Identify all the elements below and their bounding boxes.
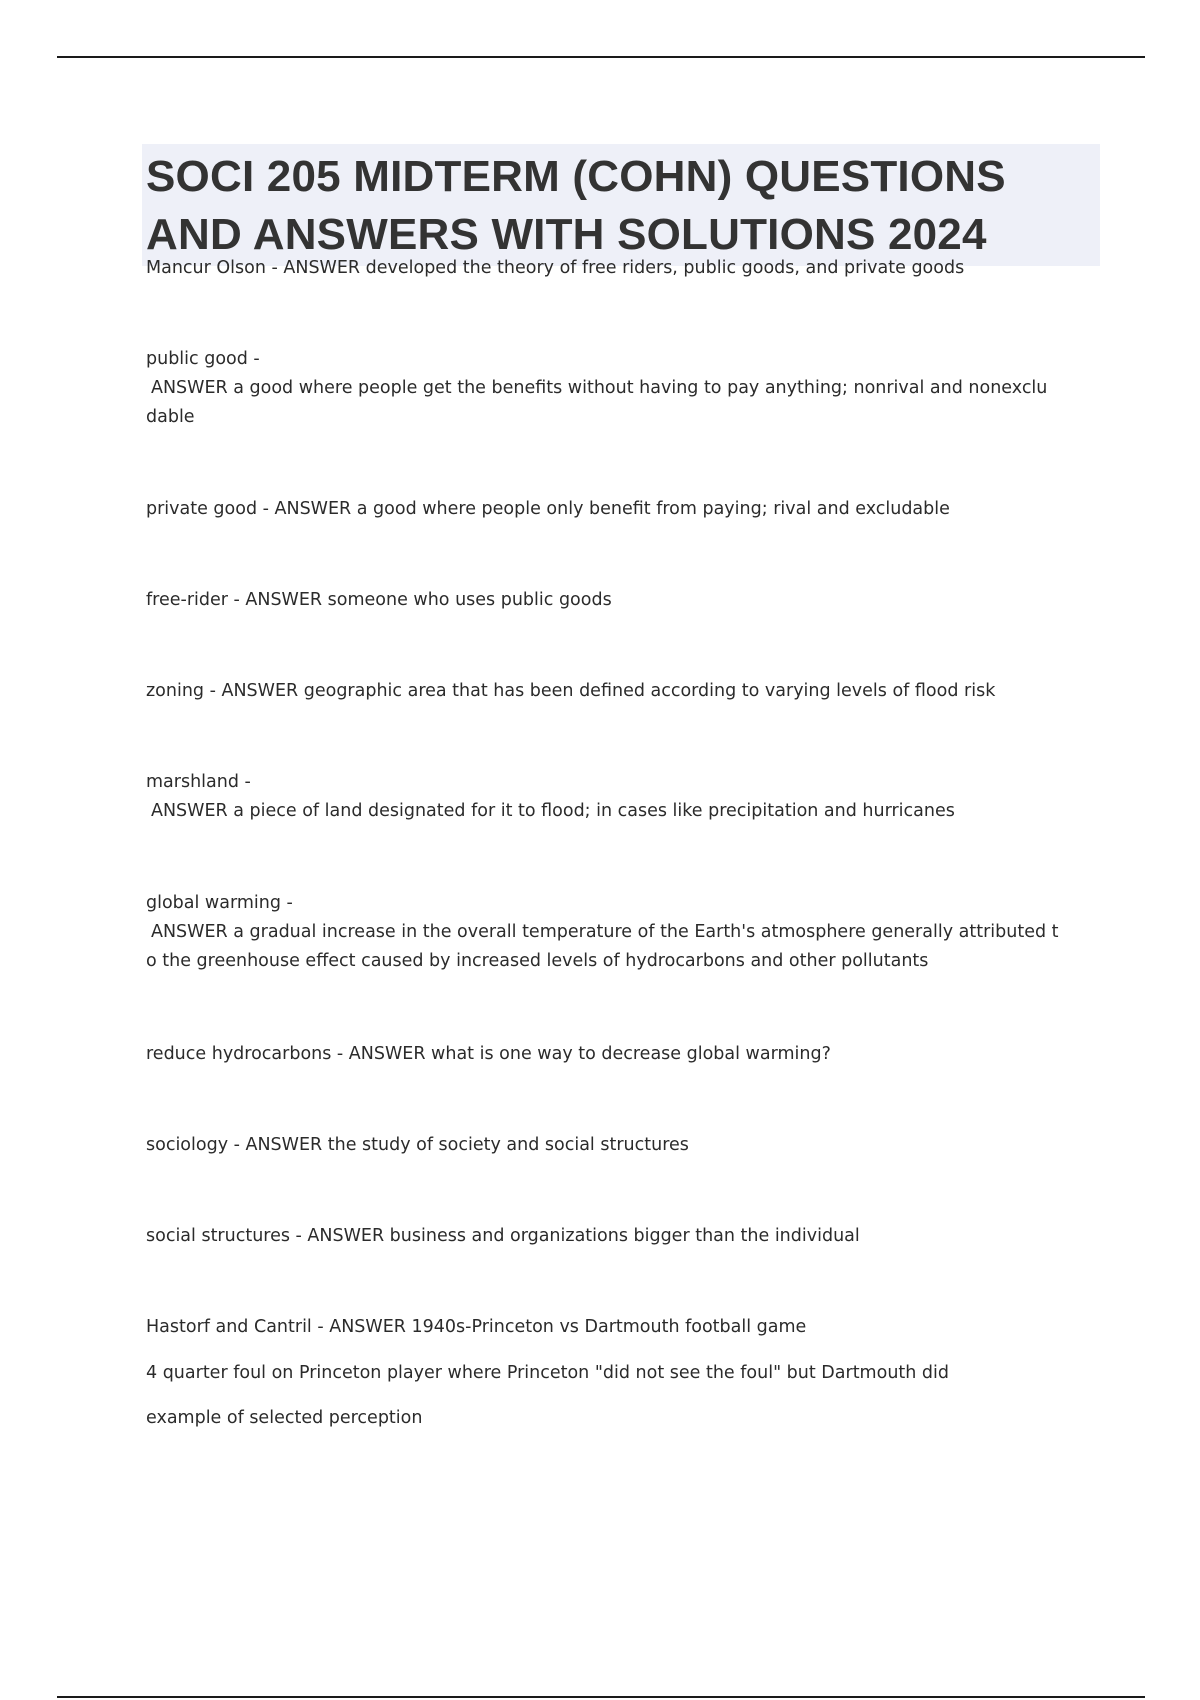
entry-line: sociology - ANSWER the study of society and social structures: [146, 1135, 689, 1155]
entry-zoning: [146, 677, 1096, 706]
bottom-rule: [57, 1696, 1145, 1698]
entry-line: dable: [146, 407, 195, 427]
entry-mancur-olson: [146, 254, 1096, 283]
entry-line: ANSWER a gradual increase in the overall temperature of the Earth's atmosphere generally attributed t: [151, 922, 1059, 942]
entry-free-rider: [146, 586, 1096, 615]
entry-marshland: [146, 768, 1096, 826]
entry-line: reduce hydrocarbons - ANSWER what is one way to decrease global warming?: [146, 1044, 831, 1064]
entry-line: Mancur Olson - ANSWER developed the theory of free riders, public goods, and private goods: [146, 258, 965, 278]
entry-global-warming: [146, 889, 1096, 976]
title-line-2: AND ANSWERS WITH SOLUTIONS 2024: [146, 210, 987, 259]
title-line-1: SOCI 205 MIDTERM (COHN) QUESTIONS: [146, 152, 1006, 201]
entry-line: Hastorf and Cantril - ANSWER 1940s-Princeton vs Dartmouth football game: [146, 1317, 807, 1337]
entry-line: free-rider - ANSWER someone who uses public goods: [146, 590, 612, 610]
entry-line: zoning - ANSWER geographic area that has been defined according to varying levels of flood risk: [146, 681, 996, 701]
entry-line: example of selected perception: [146, 1408, 423, 1428]
entry-line: ANSWER a good where people get the benefits without having to pay anything; nonrival and nonexclu: [151, 378, 1048, 398]
entry-private-good: [146, 495, 1096, 524]
entry-sociology: [146, 1131, 1096, 1160]
entry-hastorf-detail: [146, 1359, 1096, 1388]
document-title: [142, 144, 1100, 266]
top-rule: [57, 56, 1145, 58]
entry-line: o the greenhouse effect caused by increased levels of hydrocarbons and other pollutants: [146, 951, 929, 971]
entry-public-good: [146, 345, 1096, 432]
entry-line: marshland -: [146, 772, 251, 792]
entry-social-structures: [146, 1222, 1096, 1251]
entry-line: ANSWER a piece of land designated for it to flood; in cases like precipitation and hurricanes: [151, 801, 955, 821]
entry-hastorf-cantril: [146, 1313, 1096, 1342]
entry-line: global warming -: [146, 893, 293, 913]
entry-line: social structures - ANSWER business and organizations bigger than the individual: [146, 1226, 860, 1246]
entry-line: private good - ANSWER a good where people only benefit from paying; rival and excludable: [146, 499, 950, 519]
entry-reduce-hydrocarbons: [146, 1040, 1096, 1069]
entry-selected-perception: [146, 1404, 1096, 1433]
entry-line: 4 quarter foul on Princeton player where Princeton "did not see the foul" but Dartmouth did: [146, 1363, 950, 1383]
entry-line: public good -: [146, 349, 260, 369]
